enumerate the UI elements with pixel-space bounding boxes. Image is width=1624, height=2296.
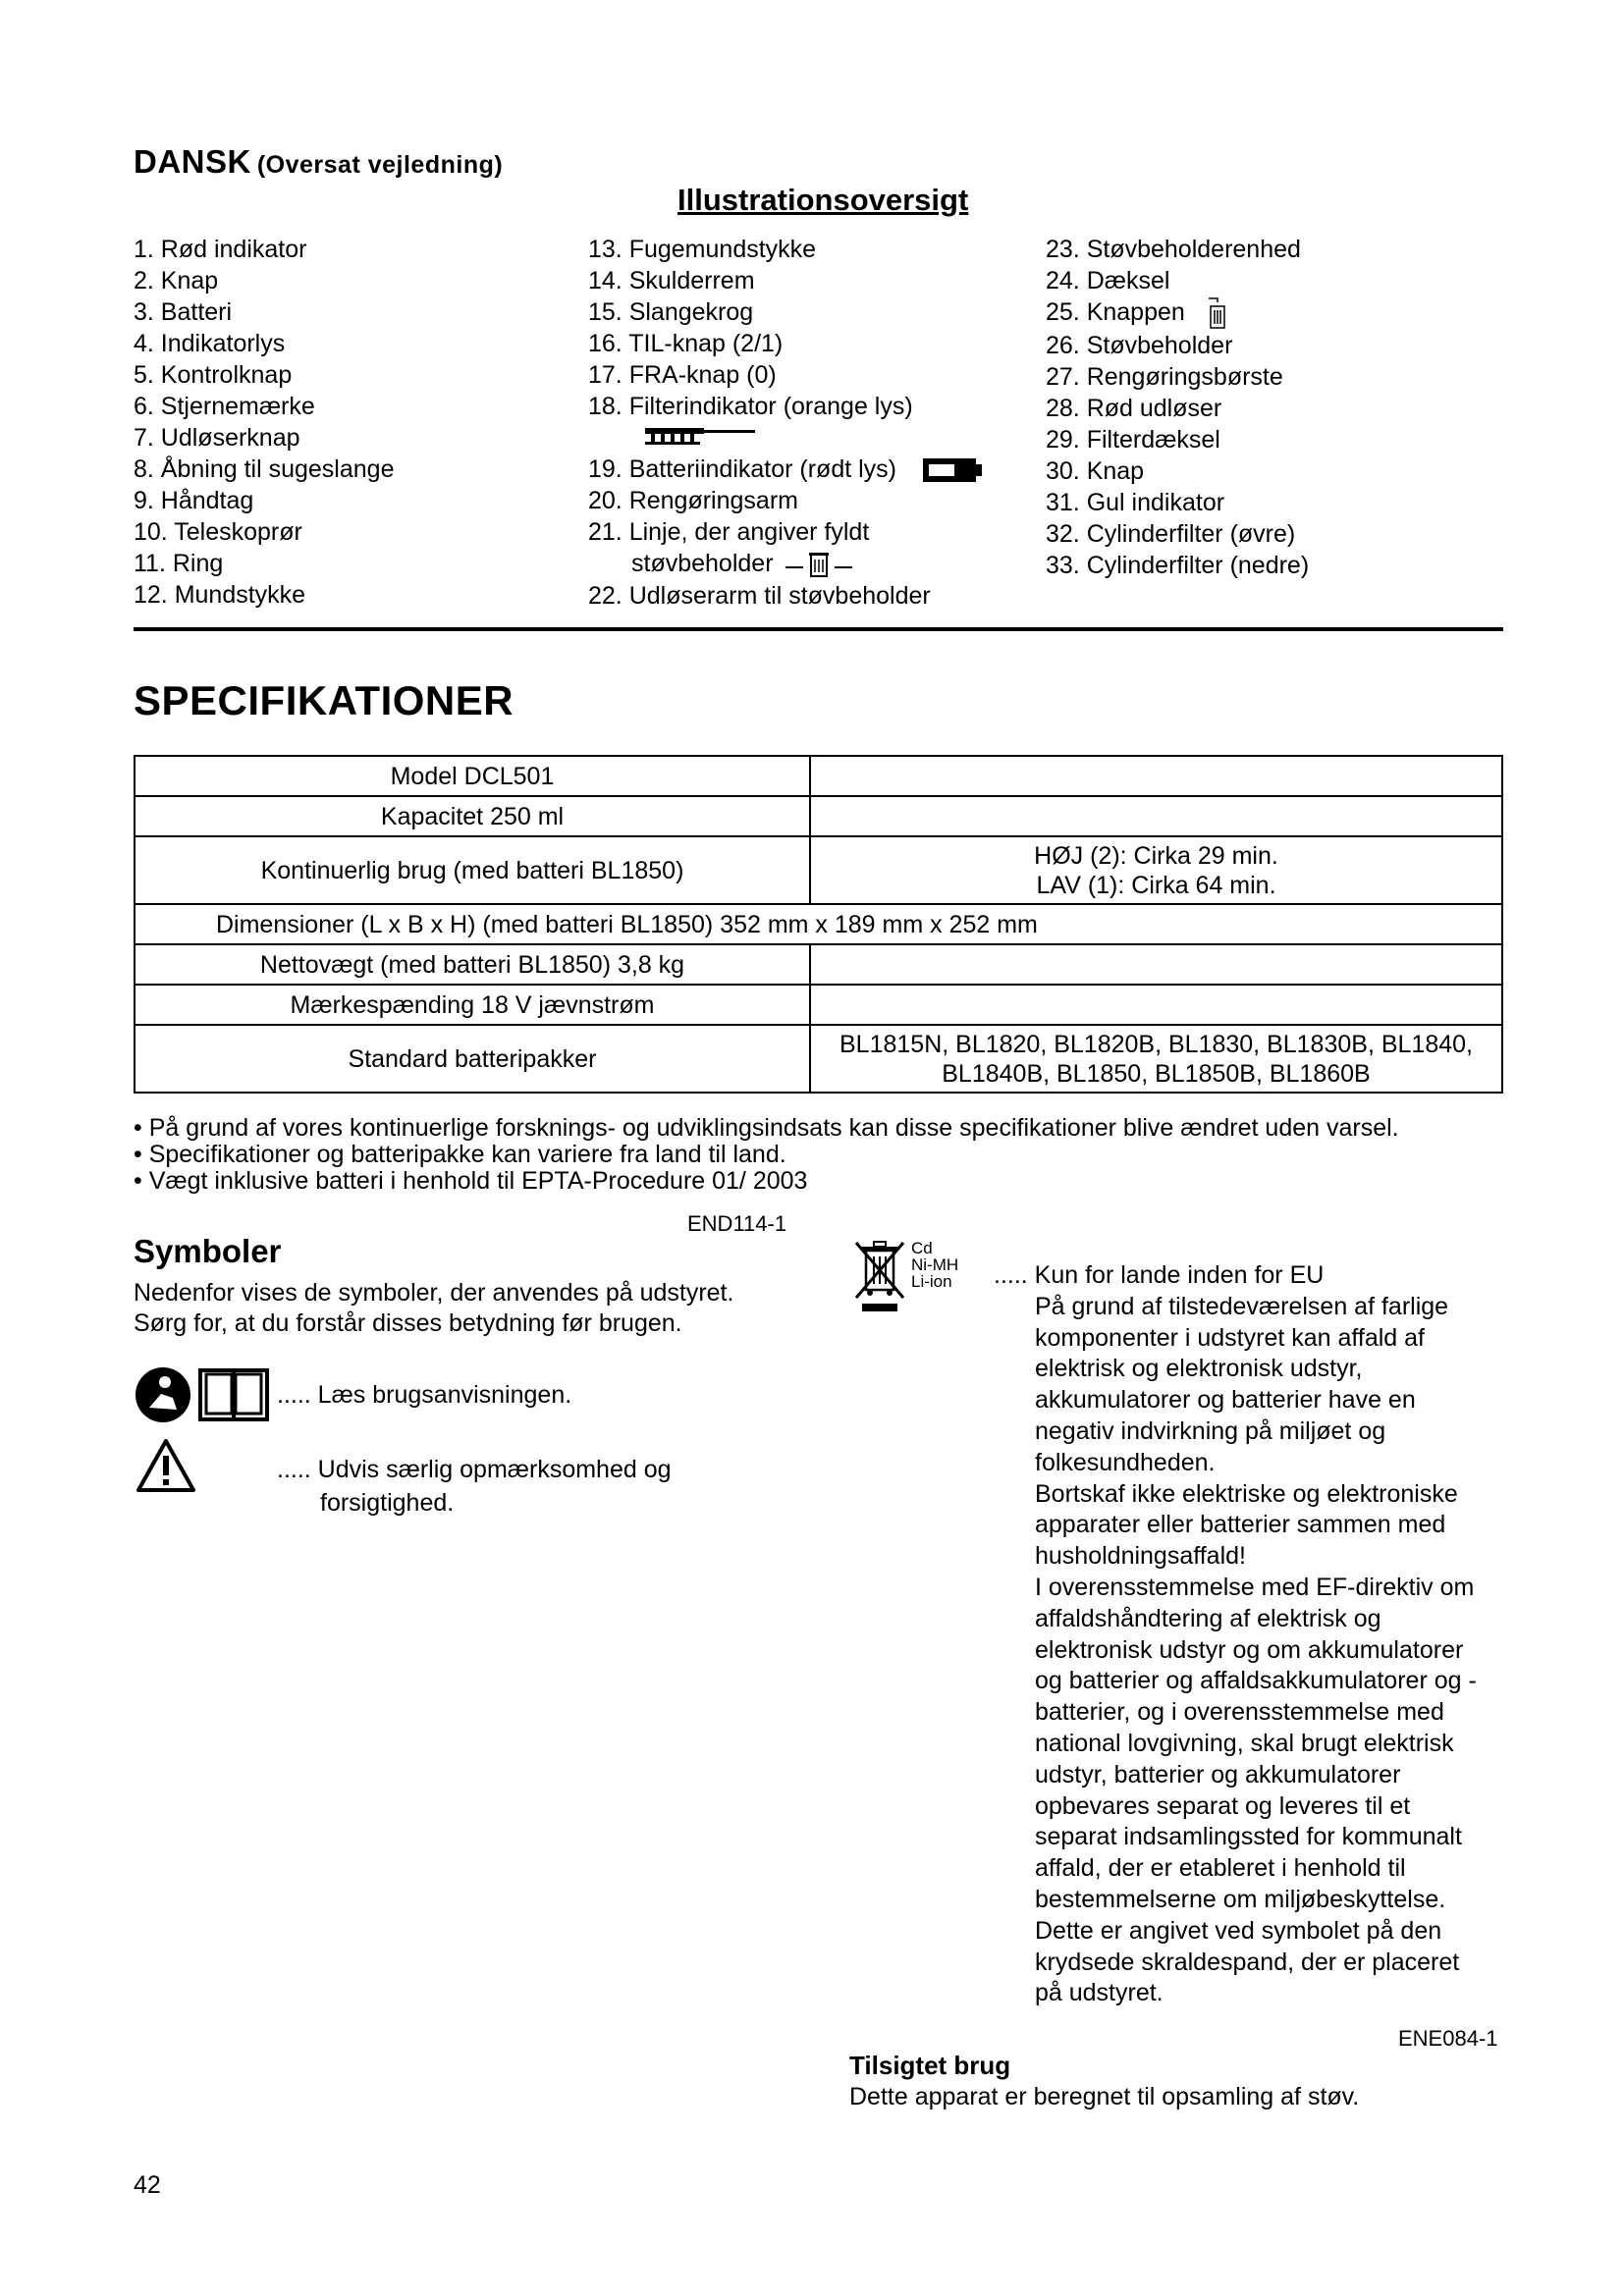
spec-label: Model DCL501 [135,756,810,796]
spec-value [810,756,1502,796]
spec-label: Dimensioner (L x B x H) (med batteri BL1850) 352 mm x 189 mm x 252 mm [135,904,1502,944]
legend-item: 14. Skulderrem [588,267,755,294]
container-button-icon [1206,296,1227,330]
table-row [135,796,1502,836]
spec-value [810,985,1502,1025]
legend-item: 21. Linje, der angiver fyldt [588,518,870,547]
spec-notes [134,1115,1399,1195]
legend-item: 7. Udløserknap [134,424,300,452]
legend-item: 25. Knappen [1046,296,1309,330]
filter-indicator-icon [588,422,984,454]
legend-item: 26. Støvbeholder [1046,332,1233,360]
table-row [135,756,1502,796]
spec-label: Mærkespænding 18 V jævnstrøm [135,985,810,1025]
read-manual-icons [134,1364,271,1425]
specifications-title: SPECIFIKATIONER [134,677,514,723]
legend-item: 2. Knap [134,267,219,294]
spec-value: BL1815N, BL1820, BL1820B, BL1830, BL1830B, BL1840, BL1840B, BL1850, BL1850B, BL1860B [810,1025,1502,1093]
language-heading: DANSK (Oversat vejledning) [134,143,504,180]
table-row [135,1025,1502,1093]
battery-type-labels: Cd Ni-MH Li-ion [911,1239,959,1291]
legend-item: 10. Teleskoprør [134,518,302,546]
legend-item: 31. Gul indikator [1046,489,1225,517]
intended-use-text: Dette apparat er beregnet til opsamling af støv. [849,2083,1360,2110]
legend-item: 15. Slangekrog [588,298,754,326]
legend-item: 33. Cylinderfilter (nedre) [1046,552,1310,580]
spec-value: HØJ (2): Cirka 29 min. LAV (1): Cirka 64 min. [810,836,1502,904]
table-row [135,904,1502,944]
legend-item: 12. Mundstykke [134,581,306,609]
crossed-bin-icon [852,1239,907,1313]
caution-text: ..... Udvis særlig opmærksomhed og forsigtighed. [277,1456,672,1517]
legend-item: støvbeholder [588,548,984,579]
spec-label: Kapacitet 250 ml [135,796,810,836]
legend-item: 24. Dæksel [1046,267,1170,294]
illustration-title: Illustrationsoversigt [677,183,969,217]
legend-item: 4. Indikatorlys [134,330,286,357]
spec-label: Standard batteripakker [135,1025,810,1093]
spec-note: • På grund af vores kontinuerlige forsknings- og udviklingsindsats kan disse specifikationer blive ændret uden varsel. [134,1114,1399,1142]
legend-item: 32. Cylinderfilter (øvre) [1046,520,1296,549]
intended-use-title: Tilsigtet brug [849,2051,1011,2080]
legend-item: 5. Kontrolknap [134,361,293,389]
read-manual-text: ..... Læs brugsanvisningen. [277,1381,572,1409]
legend-item: 29. Filterdæksel [1046,426,1220,454]
language-subtitle: (Oversat vejledning) [256,151,504,179]
legend-item: 23. Støvbeholderenhed [1046,236,1301,263]
spec-value [810,796,1502,836]
table-row [135,985,1502,1025]
legend-item: 27. Rengøringsbørste [1046,363,1283,392]
symbols-intro: Nedenfor vises de symboler, der anvendes på udstyret. Sørg for, at du forstår disses betydning før brugen. [134,1279,734,1337]
spec-label: Kontinuerlig brug (med batteri BL1850) [135,836,810,904]
table-row [135,944,1502,985]
legend-item: 22. Udløserarm til støvbeholder [588,581,931,610]
legend-item: 6. Stjernemærke [134,393,315,420]
legend-item: 3. Batteri [134,298,233,326]
legend-column-3 [1046,234,1309,581]
full-line-icon [785,551,854,580]
legend-item: 18. Filterindikator (orange lys) [588,393,913,420]
spec-value [810,944,1502,985]
legend-item: 11. Ring [134,550,224,577]
legend-column-1 [134,234,394,611]
section-code: ENE084-1 [1398,2026,1498,2051]
symbols-title: Symboler [134,1233,282,1269]
table-row [135,836,1502,904]
page-number: 42 [134,2171,161,2199]
legend-item: 13. Fugemundstykke [588,236,817,263]
legend-item: 1. Rød indikator [134,236,307,263]
spec-note: • Vægt inklusive batteri i henhold til EPTA-Procedure 01/ 2003 [134,1167,808,1195]
legend-item: 20. Rengøringsarm [588,487,798,515]
legend-column-2 [588,234,984,612]
spec-label: Nettovægt (med batteri BL1850) 3,8 kg [135,944,810,985]
legend-item: 9. Håndtag [134,487,254,514]
legend-item: 16. TIL-knap (2/1) [588,330,784,357]
section-code: END114-1 [687,1211,787,1236]
legend-item: 8. Åbning til sugeslange [134,455,395,483]
spec-note: • Specifikationer og batteripakke kan variere fra land til land. [134,1141,786,1168]
legend-item: 19. Batteriindikator (rødt lys) [588,454,984,485]
legend-item: 17. FRA-knap (0) [588,361,777,389]
section-divider [134,627,1503,631]
legend-item: 28. Rød udløser [1046,395,1222,423]
legend-item: 30. Knap [1046,457,1145,486]
warning-icon [135,1438,196,1493]
battery-indicator-icon [921,455,984,485]
eu-disposal-text: ..... Kun for lande inden for EU På grund af tilstedeværelsen af farlige komponenter i udstyret kan affald af elektrisk og elektronisk udstyr, akkumulatorer og batterier have en negativ indvirkning på miljøet og folkesundheden. Bortskaf ikke elektriske og elektroniske apparater eller batterier sammen med husholdningsaffald! I overensstemmelse med EF-direktiv om affaldshåndtering af elektrisk og elektronisk udstyr og om akkumulatorer og batterier og affaldsakkumulatorer og - batterier, og i overensstemmelse med national lovgivning, skal brugt elektrisk udstyr, batterier og akkumulatorer opbevares separat og leveres til et separat indsamlingssted for kommunalt affald, der er etableret i henhold til bestemmelserne om miljøbeskyttelse. Dette er angivet ved symbolet på den krydsede skraldespand, der er placeret på udstyret. [994,1261,1477,2007]
specifications-table [134,755,1503,1094]
